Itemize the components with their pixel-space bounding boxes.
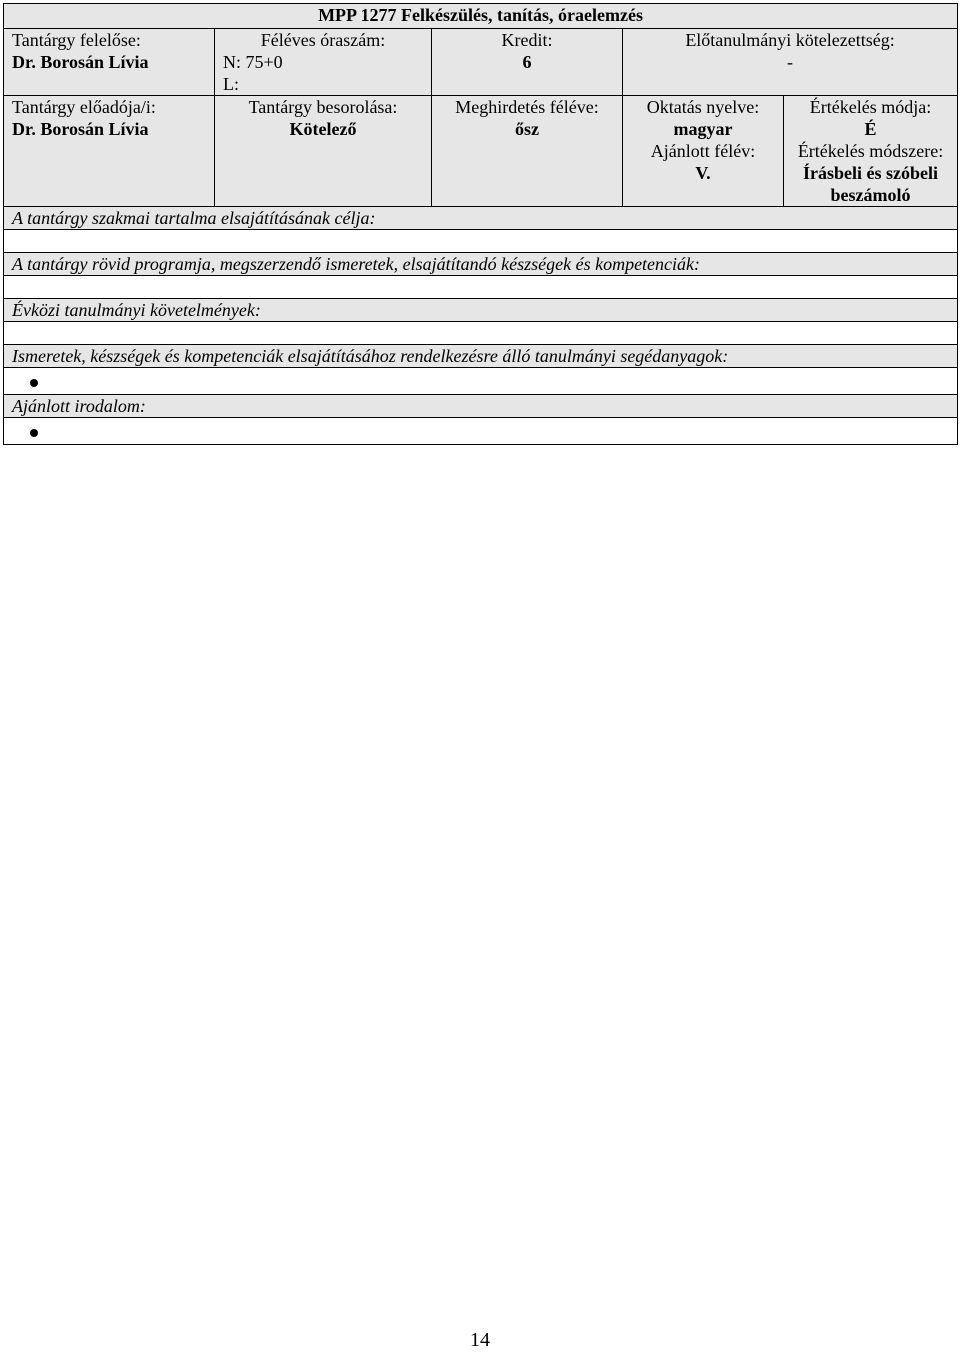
assessment-cell xyxy=(784,96,958,207)
bullet-icon xyxy=(30,379,38,387)
semester-announced-cell xyxy=(432,96,623,207)
language-cell xyxy=(623,96,784,207)
recommended-semester-value: V. xyxy=(695,163,711,183)
page-number: 14 xyxy=(470,1329,490,1351)
assessment-method-label: Értékelés módszere: xyxy=(797,141,944,161)
responsible-cell xyxy=(4,29,215,96)
course-title: MPP 1277 Felkészülés, tanítás, óraelemzés xyxy=(4,4,958,29)
semester-announced-label: Meghirdetés féléve: xyxy=(455,97,599,117)
course-description-table xyxy=(3,3,958,445)
credit-value: 6 xyxy=(522,52,532,72)
classification-cell xyxy=(215,96,432,207)
literature-list-item xyxy=(4,418,958,445)
classification-label: Tantárgy besorolása: xyxy=(248,97,398,117)
section-goal-content xyxy=(4,230,958,253)
semester-announced-value: ősz xyxy=(515,119,539,139)
section-literature-heading: Ajánlott irodalom: xyxy=(4,395,958,418)
hours-n: N: 75+0 xyxy=(223,52,283,72)
prerequisite-label: Előtanulmányi kötelezettség: xyxy=(685,30,895,50)
section-goal-heading: A tantárgy szakmai tartalma elsajátításának célja: xyxy=(4,207,958,230)
assessment-method-value-1: Írásbeli és szóbeli xyxy=(803,163,939,183)
hours-cell xyxy=(215,29,432,96)
materials-list-item xyxy=(4,368,958,395)
lecturer-label: Tantárgy előadója/i: xyxy=(12,97,156,117)
bullet-icon xyxy=(30,429,38,437)
classification-value: Kötelező xyxy=(289,119,357,139)
section-program-content xyxy=(4,276,958,299)
language-label: Oktatás nyelve: xyxy=(646,97,760,117)
responsible-label: Tantárgy felelőse: xyxy=(12,30,141,50)
recommended-semester-label: Ajánlott félév: xyxy=(650,141,756,161)
prerequisite-cell xyxy=(623,29,958,96)
section-requirements-heading: Évközi tanulmányi követelmények: xyxy=(4,299,958,322)
credit-label: Kredit: xyxy=(501,30,553,50)
section-program-heading: A tantárgy rövid programja, megszerzendő ismeretek, elsajátítandó készségek és kompetenciák: xyxy=(4,253,958,276)
lecturer-cell xyxy=(4,96,215,207)
assessment-method-value-2: beszámoló xyxy=(830,185,911,205)
hours-label: Féléves óraszám: xyxy=(260,30,386,50)
hours-l: L: xyxy=(223,74,239,94)
assessment-type-value: É xyxy=(864,119,877,139)
responsible-value: Dr. Borosán Lívia xyxy=(12,52,149,72)
assessment-type-label: Értékelés módja: xyxy=(809,97,932,117)
credit-cell xyxy=(432,29,623,96)
prerequisite-value: - xyxy=(787,52,794,72)
language-value: magyar xyxy=(673,119,733,139)
section-materials-heading: Ismeretek, készségek és kompetenciák elsajátításához rendelkezésre álló tanulmányi segédanyagok: xyxy=(4,345,958,368)
section-requirements-content xyxy=(4,322,958,345)
lecturer-value: Dr. Borosán Lívia xyxy=(12,119,149,139)
